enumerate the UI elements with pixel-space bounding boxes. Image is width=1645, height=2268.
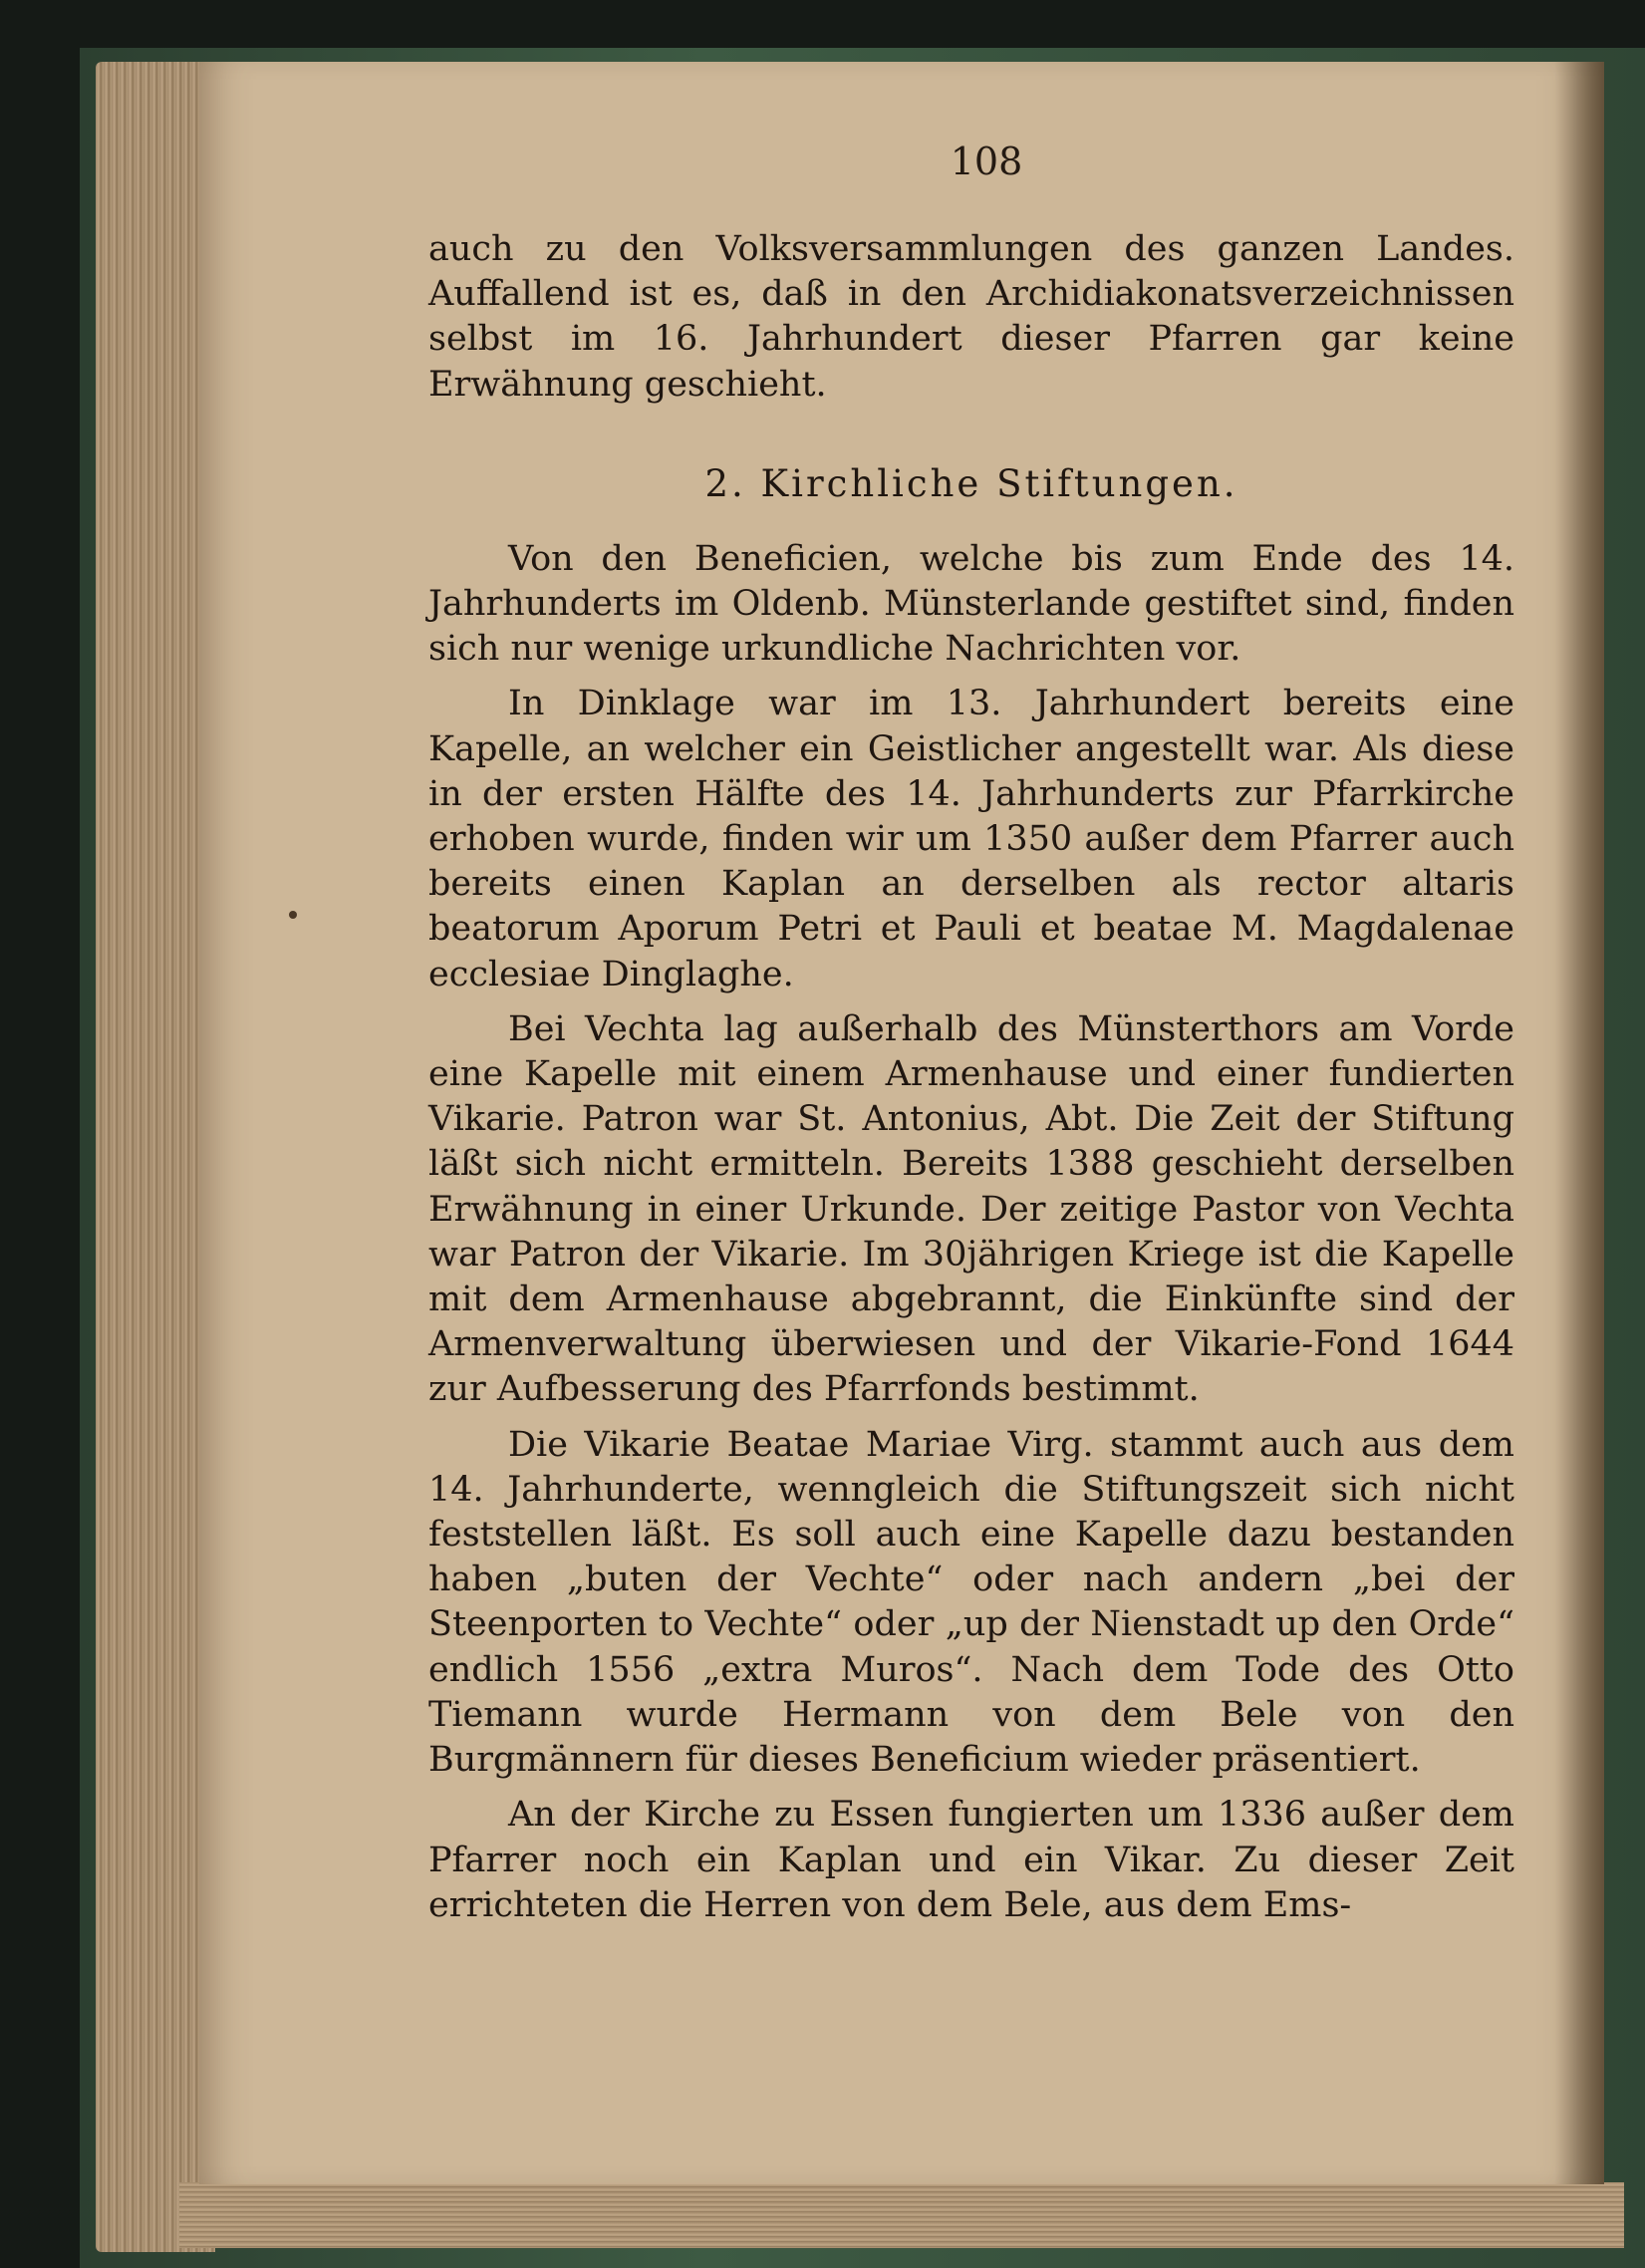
page-edges-bottom (179, 2182, 1624, 2248)
page-number: 108 (950, 140, 1023, 183)
paragraph-5: Die Vikarie Beatae Mariae Virg. stammt auch aus dem 14. Jahrhunderte, wenngleich die Stiftungszeit sich nicht feststellen läßt. Es soll auch eine Kapelle dazu bestanden haben „buten der Vechte“ oder nach andern „bei der Steenporten to Vechte“ oder „up der Nienstadt up den Orde“ endlich 1556 „extra Muros“. Nach dem Tode des Otto Tiemann wurde Hermann von dem Bele von den Burgmännern für dieses Beneficium wieder präsentiert. (428, 1424, 1514, 1781)
paragraph-4: Bei Vechta lag außerhalb des Münsterthors am Vorde eine Kapelle mit einem Armenhause und einer fundierten Vikarie. Patron war St. Antonius, Abt. Die Zeit der Stiftung läßt sich nicht ermitteln. Bereits 1388 geschieht derselben Erwähnung in einer Urkunde. Der zeitige Pastor von Vechta war Patron der Vikarie. Im 30jährigen Kriege ist die Kapelle mit dem Armenhause abgebrannt, die Einkünfte sind der Armenverwaltung überwiesen und der Vikarie-Fond 1644 zur Aufbesserung des Pfarrfonds bestimmt. (428, 1008, 1514, 1410)
page-text (428, 227, 1514, 1928)
paragraph-1: auch zu den Volksversammlungen des ganzen Landes. Auffallend ist es, daß in den Archidiakonatsverzeichnissen selbst im 16. Jahrhundert dieser Pfarren gar keine Erwähnung geschieht. (428, 229, 1514, 405)
paragraph-3: In Dinklage war im 13. Jahrhundert bereits eine Kapelle, an welcher ein Geistlicher angestellt war. Als diese in der ersten Hälfte des 14. Jahrhunderts zur Pfarrkirche erhoben wurde, finden wir um 1350 außer dem Pfarrer auch bereits einen Kaplan an derselben als rector altaris beatorum Aporum Petri et Pauli et beatae M. Magdalenae ecclesiae Dinglaghe. (428, 684, 1514, 994)
section-heading: 2. Kirchliche Stiftungen. (704, 461, 1238, 505)
page-edges (96, 62, 215, 2252)
paragraph-2: Von den Beneficien, welche bis zum Ende des 14. Jahrhunderts im Oldenb. Münsterlande gestiftet sind, finden sich nur wenige urkundliche Nachrichten vor. (428, 538, 1514, 670)
page-gutter (1554, 62, 1604, 2184)
paragraph-6: An der Kirche zu Essen fungierten um 1336 außer dem Pfarrer noch ein Kaplan und ein Vikar. Zu dieser Zeit errichteten die Herren von dem Bele, aus dem Ems- (428, 1795, 1514, 1925)
ink-speck (289, 911, 297, 919)
